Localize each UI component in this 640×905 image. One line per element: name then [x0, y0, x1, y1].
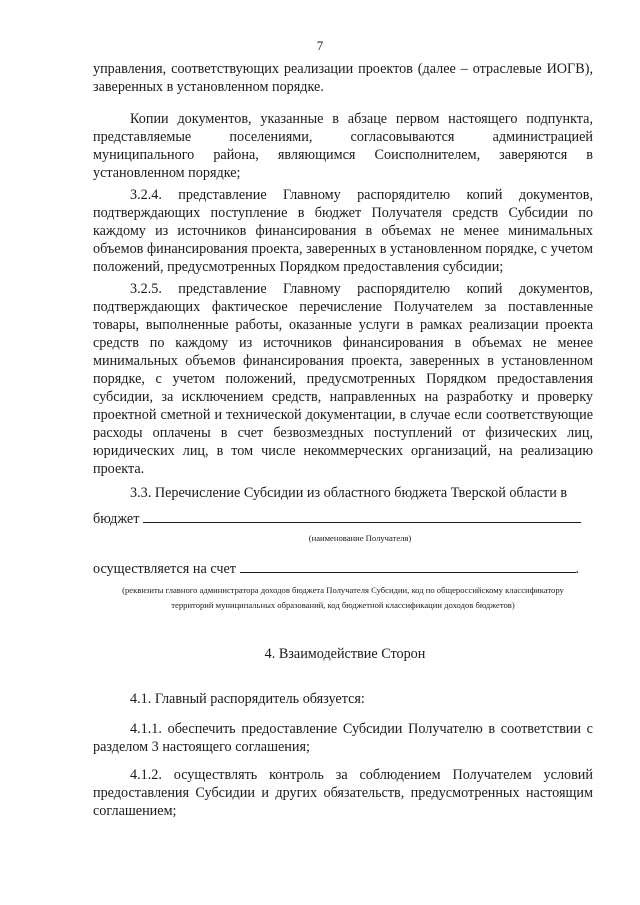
budget-label: бюджет — [93, 511, 140, 527]
paragraph-4-1-1: 4.1.1. обеспечить предоставление Субсидии Получателю в соответствии с разделом 3 настоящего соглашения; — [93, 721, 593, 755]
paragraph-4-1: 4.1. Главный распорядитель обязуется: — [130, 691, 365, 707]
requisites-caption-line-1: (реквизиты главного администратора доходов бюджета Получателя Субсидии, код по общероссийскому классификатору — [122, 585, 564, 595]
continuation-paragraph: управления, соответствующих реализации проектов (далее – отраслевые ИОГВ), заверенных в установленном порядке. — [93, 61, 593, 95]
account-label: осуществляется на счет — [93, 561, 236, 577]
section-4-title: 4. Взаимодействие Сторон — [264, 646, 426, 662]
page-number: 7 — [316, 38, 324, 53]
paragraph-3-2-5: 3.2.5. представление Главному распорядителю копий документов, подтверждающих фактическое перечисление Получателем за поставленные товары, выполненные работы, оказанные услуги в рамках реализации проекта средств по каждому из источников финансирования в объемах не менее минимальных объемов финансирования проекта, заверенных в установленном порядке, с учетом положений, предусмотренных Порядком предоставления субсидии, за исключением средств, направленных на разработку и проверку проектной сметной и технической документации, в случае если соответствующие расходы оплачены в счет безвозмездных поступлений от физических лиц, юридических лиц, в том числе некоммерческих организаций, на реализацию проекта. — [93, 281, 593, 477]
account-end: . — [575, 561, 580, 577]
paragraph-3-2-4: 3.2.4. представление Главному распорядителю копий документов, подтверждающих поступление в бюджет Получателя средств Субсидии по каждому из источников финансирования в объемах не менее минимальных объемов финансирования проекта, заверенных в установленном порядке, с учетом положений, предусмотренных Порядком предоставления субсидии; — [93, 187, 593, 275]
account-row — [93, 558, 579, 578]
paragraph-3-3: 3.3. Перечисление Субсидии из областного бюджета Тверской области в — [130, 485, 568, 501]
paragraph-4-1-2: 4.1.2. осуществлять контроль за соблюдением Получателем условий предоставления Субсидии и других обязательств, предусмотренных настоящим соглашением; — [93, 767, 593, 819]
recipient-caption: (наименование Получателя) — [308, 533, 412, 543]
copies-paragraph: Копии документов, указанные в абзаце первом настоящего подпункта, представляемые поселениями, согласовываются администрацией муниципального района, являющимся Соисполнителем, заверяются в установленном порядке; — [93, 111, 593, 181]
budget-row — [93, 508, 581, 528]
requisites-caption-line-2: территорий муниципальных образований, код бюджетной классификации доходов бюджетов) — [171, 600, 515, 610]
account-blank[interactable] — [240, 558, 576, 573]
recipient-name-blank[interactable] — [143, 508, 581, 523]
